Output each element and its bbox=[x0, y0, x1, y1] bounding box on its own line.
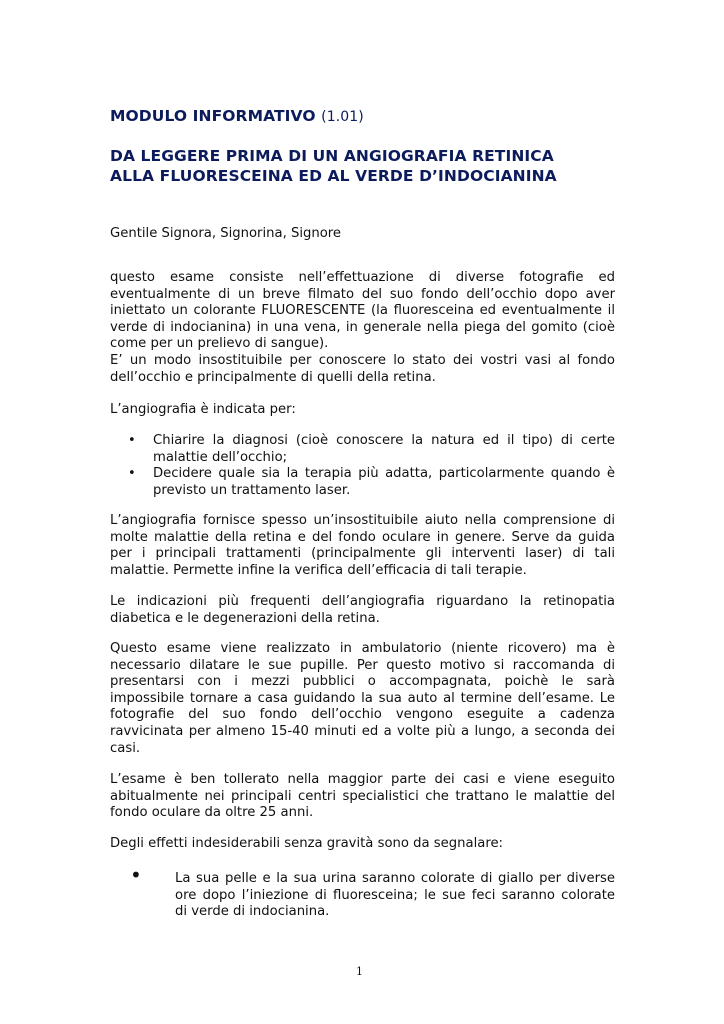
indications-intro-text: L’angiografia è indicata per: bbox=[110, 402, 296, 417]
text-line: iniettato un colorante FLUORESCENTE (la fluoresceina ed eventualmente il bbox=[110, 303, 615, 319]
title-main: MODULO INFORMATIVO bbox=[110, 107, 316, 125]
text-line: L’angiografia fornisce spesso un’insostituibile aiuto nella comprensione di bbox=[110, 513, 615, 528]
text-line: molte malattie della retina e del fondo oculare in genere. Serve da guida bbox=[110, 529, 615, 545]
text-line: necessario dilatare le sue pupille. Per questo motivo si raccomanda di bbox=[110, 657, 615, 673]
bullet-icon: • bbox=[130, 863, 142, 887]
list-item-text bbox=[175, 871, 615, 921]
text-line: ore dopo l’iniezione di fluoresceina; le sue feci saranno colorate bbox=[175, 887, 615, 903]
page-number: 1 bbox=[356, 965, 363, 978]
document-subtitle-line-1: DA LEGGERE PRIMA DI UN ANGIOGRAFIA RETINICA bbox=[110, 147, 554, 165]
text-line: malattie dell’occhio; bbox=[153, 449, 288, 465]
paragraph-tolerance bbox=[110, 772, 615, 822]
text-line: impossibile tornare a casa guidando la sua auto al termine dell’esame. Le bbox=[110, 690, 615, 706]
list-item-text bbox=[153, 466, 615, 499]
bullet-icon: • bbox=[128, 466, 136, 482]
greeting bbox=[110, 226, 615, 243]
text-line: verde di indocianina) in una vena, in generale nella piega del gomito (cioè bbox=[110, 319, 615, 335]
text-line: questo esame consiste nell’effettuazione di diverse fotografie ed bbox=[110, 270, 615, 285]
text-line: abitualmente nei principali centri specialistici che trattano le malattie del bbox=[110, 788, 615, 804]
text-line: dell’occhio e principalmente di quelli della retina. bbox=[110, 369, 436, 385]
list-item bbox=[110, 466, 615, 499]
paragraph-frequent-indications bbox=[110, 594, 615, 627]
text-line: Questo esame viene realizzato in ambulatorio (niente ricovero) ma è bbox=[110, 641, 615, 656]
paragraph-usefulness bbox=[110, 513, 615, 579]
side-effects-intro bbox=[110, 836, 615, 853]
bullet-icon: • bbox=[128, 433, 136, 448]
paragraph-description bbox=[110, 270, 615, 386]
text-line: ravvicinata per almeno 15-40 minuti ed a volte più a lungo, a seconda dei bbox=[110, 723, 615, 739]
text-line: L’esame è ben tollerato nella maggior parte dei casi e viene eseguito bbox=[110, 772, 615, 787]
text-line: E’ un modo insostituibile per conoscere lo stato dei vostri vasi al fondo bbox=[110, 352, 615, 368]
list-item bbox=[110, 433, 615, 466]
document-title bbox=[110, 107, 364, 125]
document-subtitle-line-2: ALLA FLUORESCEINA ED AL VERDE D’INDOCIANINA bbox=[110, 167, 557, 185]
text-line: casi. bbox=[110, 740, 141, 756]
text-line: eventualmente di un breve filmato del suo fondo dell’occhio dopo aver bbox=[110, 286, 615, 302]
title-version: (1.01) bbox=[321, 109, 364, 125]
text-line: Le indicazioni più frequenti dell’angiografia riguardano la retinopatia bbox=[110, 594, 615, 609]
text-line: di verde di indocianina. bbox=[175, 904, 330, 920]
indications-list bbox=[110, 433, 615, 499]
text-line: presentarsi con i mezzi pubblici o accompagnata, poichè le sarà bbox=[110, 674, 615, 690]
text-line: come per un prelievo di sangue). bbox=[110, 336, 329, 352]
text-line: fotografie del suo fondo dell’occhio vengono eseguite a cadenza bbox=[110, 707, 615, 723]
paragraph-procedure bbox=[110, 641, 615, 757]
greeting-text: Gentile Signora, Signorina, Signore bbox=[110, 226, 342, 241]
text-line: Decidere quale sia la terapia più adatta, particolarmente quando è bbox=[153, 466, 615, 482]
text-line: fondo oculare da oltre 25 anni. bbox=[110, 805, 314, 821]
text-line: previsto un trattamento laser. bbox=[153, 482, 351, 498]
side-effects-intro-text: Degli effetti indesiderabili senza gravità sono da segnalare: bbox=[110, 836, 504, 851]
text-line: per i principali trattamenti (principalmente gli interventi laser) di tali bbox=[110, 546, 615, 562]
indications-intro bbox=[110, 402, 615, 419]
text-line: La sua pelle e la sua urina saranno colorate di giallo per diverse bbox=[175, 871, 615, 886]
list-item-text bbox=[153, 433, 615, 466]
text-line: diabetica e le degenerazioni della retina. bbox=[110, 610, 380, 626]
text-line: malattie. Permette infine la verifica dell’efficacia di tali terapie. bbox=[110, 562, 527, 578]
text-line: Chiarire la diagnosi (cioè conoscere la natura ed il tipo) di certe bbox=[153, 433, 615, 448]
